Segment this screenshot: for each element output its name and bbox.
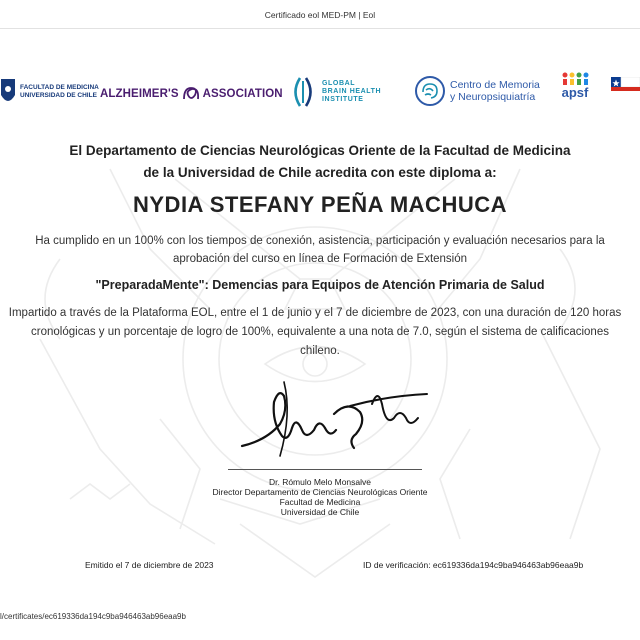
partner-logos — [0, 71, 640, 119]
alzheimers-association-logo — [100, 84, 283, 104]
brain-circle-icon — [414, 75, 446, 107]
course-title: "PreparadaMente": Demencias para Equipos de Atención Primaria de Salud — [95, 278, 545, 292]
signatory-name: Dr. Rómulo Melo Monsalve — [268, 477, 372, 487]
completion-line-2: aprobación del curso en línea de Formación de Extensión — [172, 253, 468, 265]
signatory-title: Director Departamento de Ciencias Neurológicas Oriente — [212, 487, 428, 497]
fm-line2: UNIVERSIDAD DE CHILE — [20, 92, 97, 99]
gbhi-line1: GLOBAL — [322, 80, 356, 87]
details-line-2: cronológicas y un porcentaje de logro de 100%, equivalente a una nota de 7.0, según el sistema de calificaciones — [31, 326, 609, 338]
chile-flag-emblem-icon — [611, 77, 640, 111]
gbhi-line3: INSTITUTE — [322, 96, 364, 103]
page-url: l/certificates/ec619336da194c9ba946463ab96eaa9b — [0, 612, 186, 621]
heading-line-1: El Departamento de Ciencias Neurológicas Oriente de la Facultad de Medicina — [69, 143, 571, 158]
details-line-3: chileno. — [300, 345, 340, 357]
university-shield-icon — [0, 77, 16, 107]
apsf-logo — [560, 71, 590, 100]
gobierno-chile-logo — [611, 77, 640, 111]
alz-text-right: ASSOCIATION — [202, 88, 283, 100]
completion-line-1: Ha cumplido en un 100% con los tiempos de conexión, asistencia, participación y evaluación necesarios para la — [35, 235, 605, 247]
global-brain-health-institute-logo — [288, 75, 381, 109]
gbhi-line2: BRAIN HEALTH — [322, 88, 382, 95]
verification-id: ID de verificación: ec619336da194c9ba946463ab96eaa9b — [363, 560, 584, 570]
print-header: Certificado eol MED-PM | Eol — [264, 10, 376, 20]
recipient-name: NYDIA STEFANY PEÑA MACHUCA — [133, 192, 507, 217]
centro-line2: y Neuropsiquiatría — [450, 91, 536, 103]
signature — [222, 374, 432, 474]
centro-line1: Centro de Memoria — [450, 79, 540, 91]
details-line-1: Impartido a través de la Plataforma EOL, entre el 1 de junio y el 7 de diciembre de 2023, con una duración de 120 horas — [8, 307, 622, 319]
alzheimers-swirl-icon — [180, 84, 202, 104]
apsf-figures-icon — [560, 71, 590, 85]
apsf-text: apsf — [561, 85, 589, 100]
issue-date: Emitido el 7 de diciembre de 2023 — [85, 560, 214, 570]
signatory-faculty: Facultad de Medicina — [279, 497, 361, 507]
signatory-university: Universidad de Chile — [280, 507, 360, 517]
fm-line1: FACULTAD DE MEDICINA — [20, 84, 99, 91]
certificate — [0, 28, 640, 619]
heading-line-2: de la Universidad de Chile acredita con este diploma a: — [143, 165, 497, 180]
facultad-medicina-logo — [0, 77, 99, 107]
gbhi-mark-icon — [288, 75, 318, 109]
centro-memoria-logo — [414, 75, 540, 107]
signature-line — [228, 469, 422, 470]
alz-text-left: ALZHEIMER'S — [100, 88, 179, 100]
